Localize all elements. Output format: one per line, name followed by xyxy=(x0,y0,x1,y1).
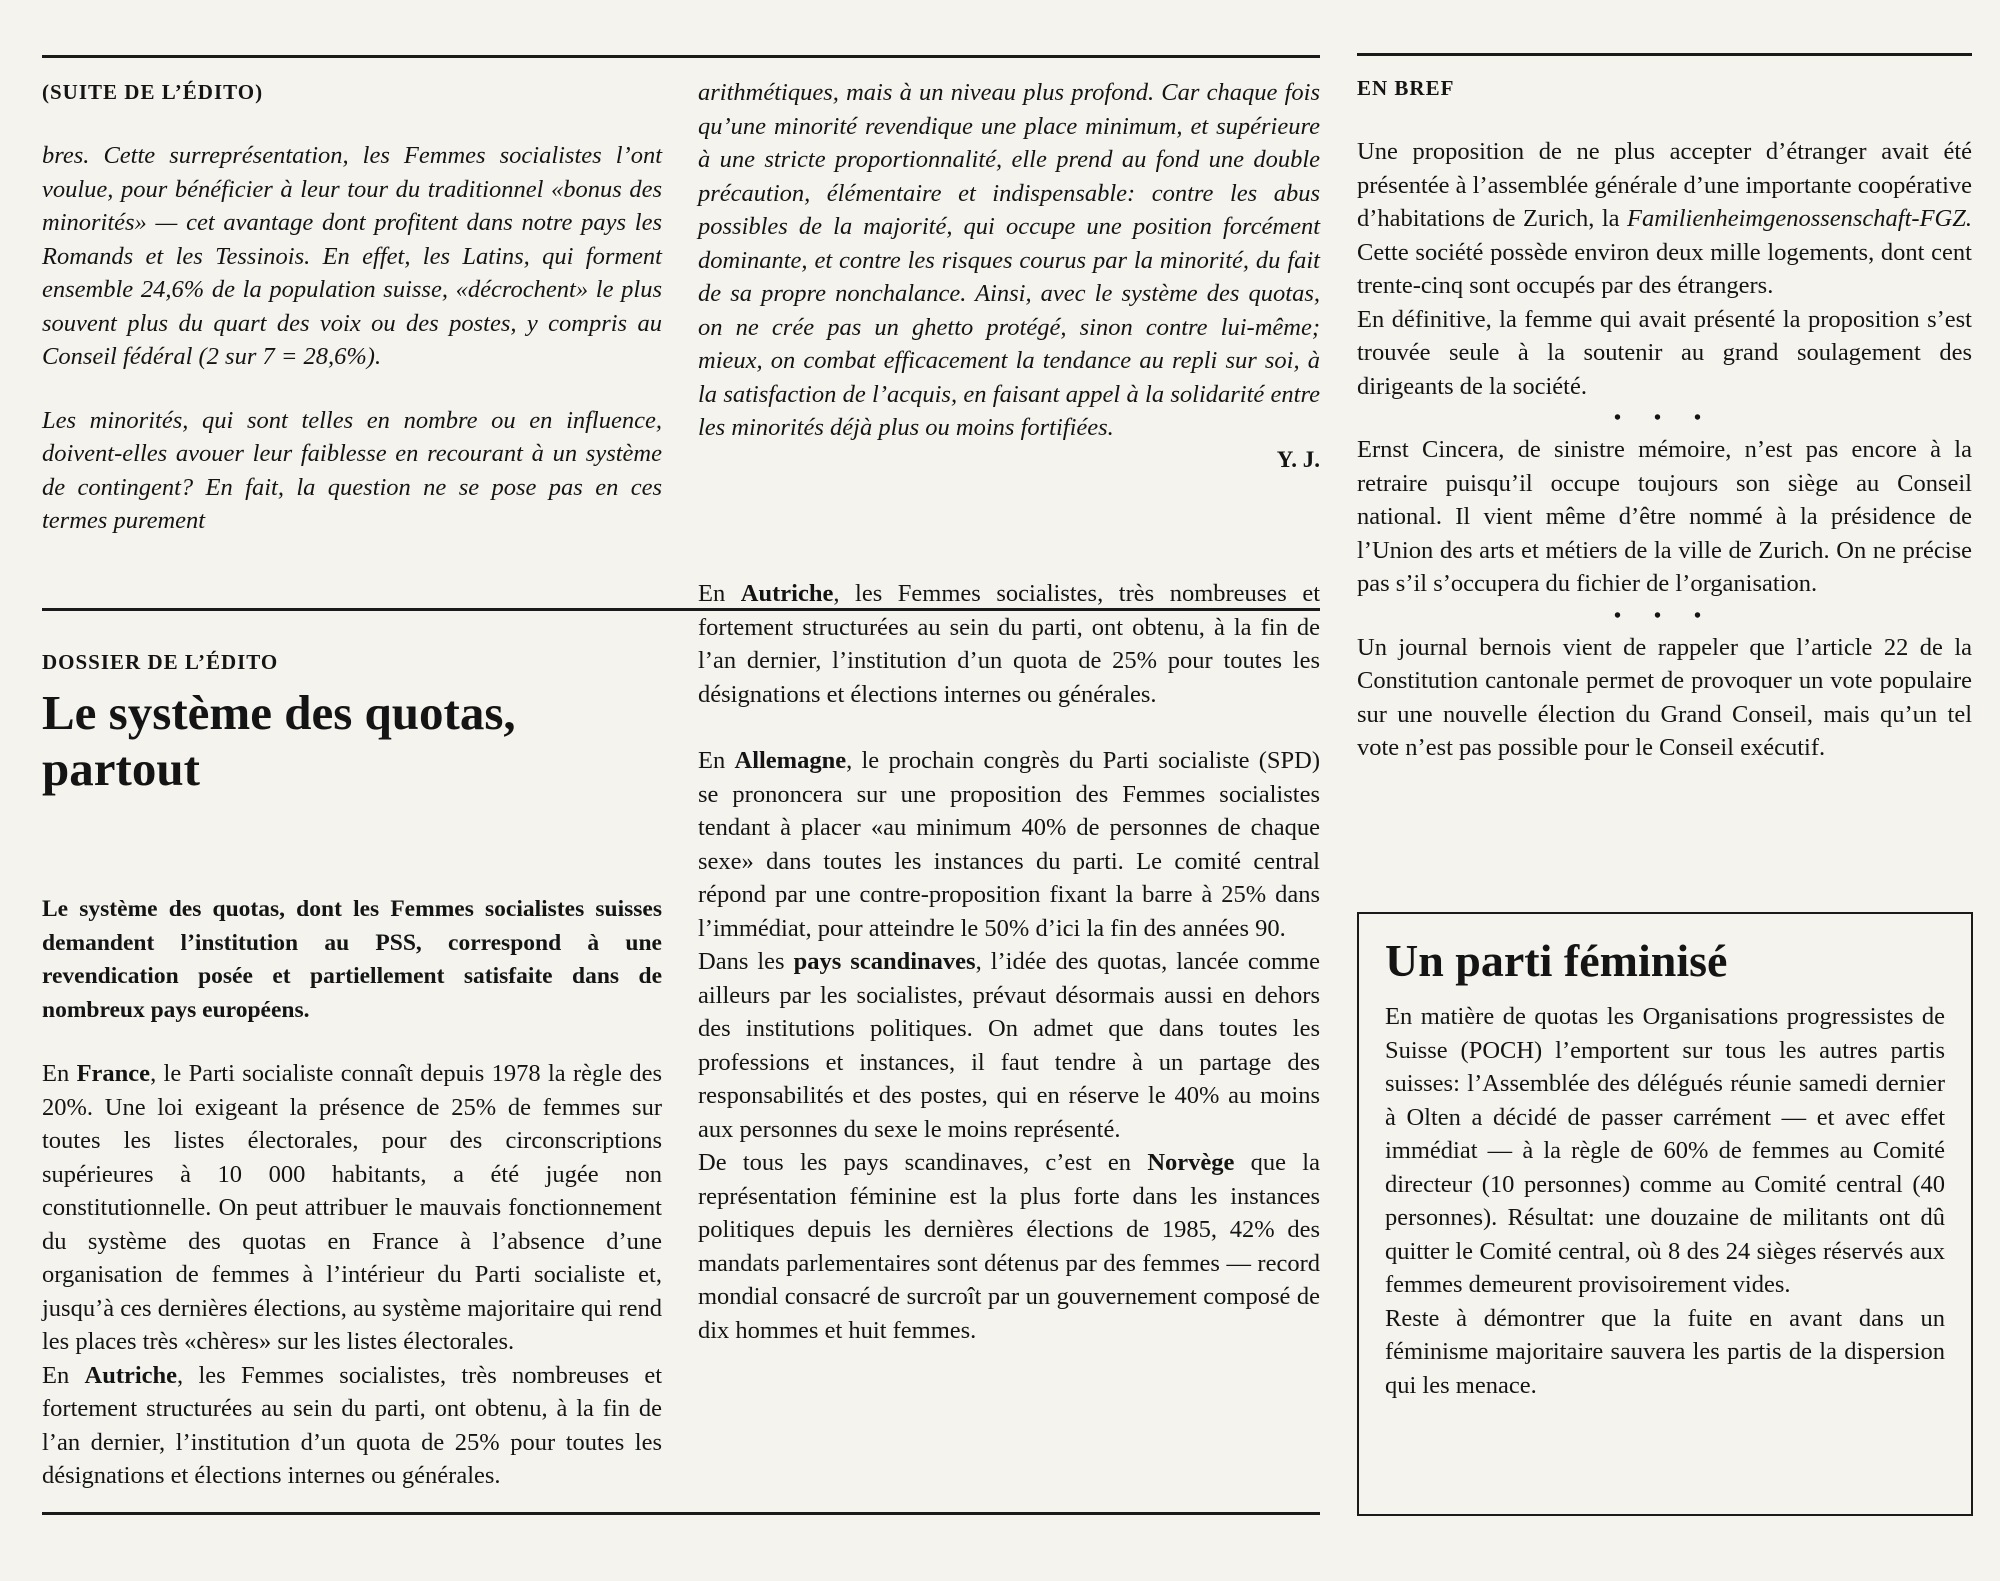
top-rule-left xyxy=(42,55,1320,58)
en-bref-p1: Une proposition de ne plus accepter d’étranger avait été présentée à l’assemblée générale d’une importante coopérative d’habitations de Zurich, la Familienheimgenossenschaft-FGZ. Cette société possède environ deux mille logements, dont cent trente-cinq sont occupés par des étrangers. xyxy=(1357,138,1972,299)
dossier-lead: Le système des quotas, dont les Femmes socialistes suisses demandent l’institution au PSS, correspond à une revendication posée et partiellement satisfaite dans de nombreux pays européens. xyxy=(42,896,662,1023)
edito-column-2 xyxy=(698,76,1320,473)
dossier-norvege: De tous les pays scandinaves, c’est en Norvège que la représentation féminine est la plus forte dans les instances politiques depuis les dernières élections de 1985, 42% des mandats parlementaires sont détenus par des femmes — record mondial consacré de surcroît par un gouvernement composé de dix hommes et huit femmes. xyxy=(698,1149,1320,1344)
separator-stars-2: • • • xyxy=(1613,604,1715,627)
dossier-headline: Le système des quotas, partout xyxy=(42,685,516,796)
encadre-title: Un parti féminisé xyxy=(1385,935,1728,986)
dossier-label: DOSSIER DE L’ÉDITO xyxy=(42,650,279,674)
dossier-allemagne: En Allemagne, le prochain congrès du Parti socialiste (SPD) se prononcera sur une proposition des Femmes socialistes tendant à placer «au minimum 40% de personnes de chaque sexe» dans toutes les instances du parti. Le comité central répond par une contre-proposition fixant la barre à 25% dans l’immédiat, pour atteindre le 50% d’ici la fin des années 90. xyxy=(698,747,1320,942)
en-bref-column xyxy=(1357,76,1972,765)
dossier-scandinavie: Dans les pays scandinaves, l’idée des quotas, lancée comme ailleurs par les socialistes, prévaut désormais aussi en dehors des institutions politiques. On admet que dans toutes les professions et instances, il faut tendre à un partage des responsabilités et des postes, qui en réserve le 40% au moins aux personnes du sexe le moins représenté. xyxy=(698,948,1320,1143)
edito-p3: arithmétiques, mais à un niveau plus profond. Car chaque fois qu’une minorité revendique une place minimum, et supérieure à une stricte proportionnalité, elle prend au fond une double précaution, élémentaire et indispensable: contre les abus possibles de la majorité, qui occupe une position forcément dominante, et contre les risques courus par la minorité, du fait de sa propre nonchalance. Ainsi, avec le système des quotas, on ne crée pas un ghetto protégé, sinon contre lui-même; mieux, on combat efficacement la tendance au repli sur soi, à la satisfaction de l’acquis, en faisant appel à la solidarité entre les minorités déjà plus ou moins fortifiées. xyxy=(698,79,1320,441)
edito-column-1 xyxy=(42,80,662,538)
en-bref-p4: Un journal bernois vient de rappeler que l’article 22 de la Constitution cantonale permet de provoquer un vote populaire sur une nouvelle élection du Grand Conseil, mais qu’un tel vote n’est pas possible pour le Conseil exécutif. xyxy=(1357,633,1972,761)
edito-suite-label: (SUITE DE L’ÉDITO) xyxy=(42,80,264,104)
encadre-box xyxy=(1357,912,1973,1516)
middle-rule xyxy=(42,608,1320,611)
dossier-autriche-end: En Autriche, les Femmes socialistes, très nombreuses et fortement structurées au sein du parti, ont obtenu, à la fin de l’an dernier, l’institution d’un quota de 25% pour toutes les désignations et élections internes ou générales. xyxy=(698,580,1320,708)
edito-signature: Y. J. xyxy=(1276,446,1320,472)
edito-p1: bres. Cette surreprésentation, les Femmes socialistes l’ont voulue, pour bénéficier à leur tour du traditionnel «bonus des minorités» — cet avantage dont profitent dans notre pays les Romands et les Tessinois. En effet, les Latins, qui forment ensemble 24,6% de la population suisse, «décrochent» le plus souvent plus du quart des voix ou des postes, y compris au Conseil fédéral (2 sur 7 = 28,6%). xyxy=(42,142,662,370)
top-rule-right xyxy=(1357,53,1972,56)
en-bref-p2: En définitive, la femme qui avait présenté la proposition s’est trouvée seule à la soutenir au grand soulagement des dirigeants de la société. xyxy=(1357,305,1972,400)
encadre-p1: En matière de quotas les Organisations progressistes de Suisse (POCH) l’emportent sur tous les autres partis suisses: l’Assemblée des délégués réunie samedi dernier à Olten a décidé de passer carrément — et avec effet immédiat — à la règle de 60% de femmes au Comité directeur (10 personnes) comme au Comité central (40 personnes). Résultat: une douzaine de militants ont dû quitter le Comité central, où 8 des 24 sièges réservés aux femmes demeurent provisoirement vides. xyxy=(1385,1003,1945,1298)
bottom-rule xyxy=(42,1512,1320,1515)
edito-suite-text-1 xyxy=(42,139,662,538)
dossier-column-2 xyxy=(698,580,1320,1347)
dossier-autriche-start: En Autriche, les Femmes socialistes, très nombreuses et fortement structurées au sein du parti, ont obtenu, à la fin de l’an dernier, l’institution d’un quota de 25% pour toutes les désignations et élections internes ou générales. xyxy=(42,1361,663,1489)
encadre-p2: Reste à démontrer que la fuite en avant dans un féminisme majoritaire sauvera les partis de la dispersion qui les menace. xyxy=(1385,1304,1945,1399)
edito-p2: Les minorités, qui sont telles en nombre ou en influence, doivent-elles avouer leur faiblesse en recourant à un système de contingent? En fait, la question ne se pose pas en ces termes purement xyxy=(42,406,662,534)
en-bref-body xyxy=(1357,135,1972,765)
separator-stars-1: • • • xyxy=(1613,407,1715,429)
en-bref-p3: Ernst Cincera, de sinistre mémoire, n’est pas encore à la retraire puisqu’il occupe toujours son siège au Conseil national. Il vient même d’être nommé à la présidence de l’Union des arts et métiers de la ville de Zurich. On ne précise pas s’il s’occupera du fichier de l’organisation. xyxy=(1357,436,1972,597)
dossier-france: En France, le Parti socialiste connaît depuis 1978 la règle des 20%. Une loi exigeant la présence de 25% de femmes sur toutes les listes électorales, pour des circonscriptions supérieures à 10 000 habitants, a été jugée non constitutionnelle. On peut attribuer le mauvais fonctionnement du système des quotas en France à l’absence d’une organisation de femmes à l’intérieur du Parti socialiste et, jusqu’à ces dernières élections, au système majoritaire qui rend les places très «chères» sur les listes électorales. xyxy=(42,1060,662,1355)
dossier-column-1 xyxy=(42,650,663,1489)
en-bref-label: EN BREF xyxy=(1357,76,1455,100)
